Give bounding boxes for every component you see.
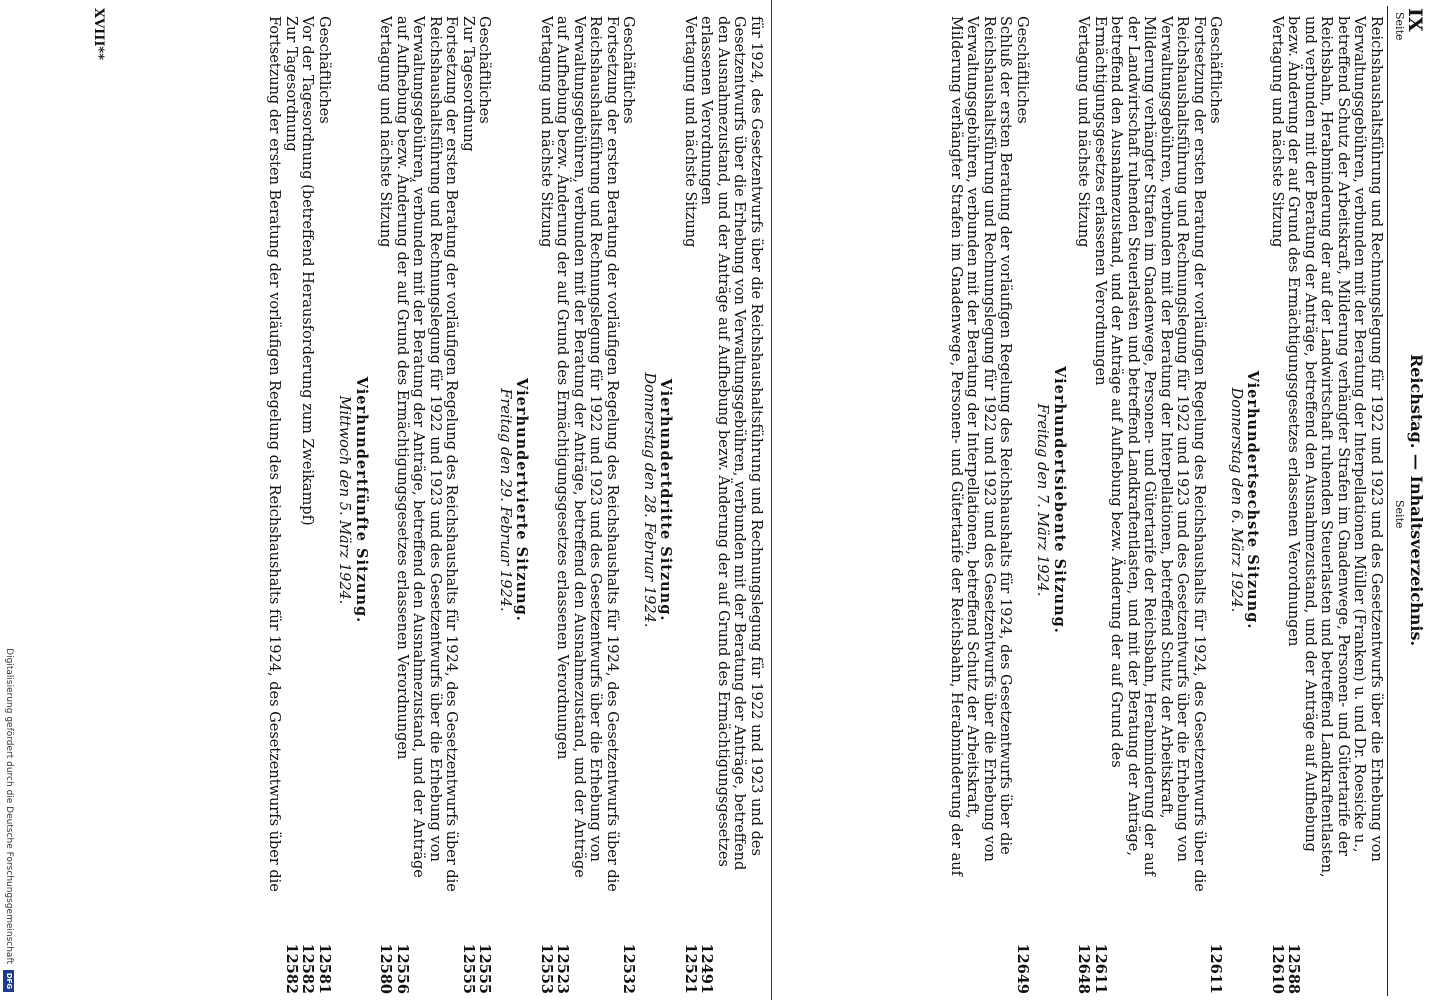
- toc-entry: Geschäftliches 12649: [1014, 16, 1031, 994]
- toc-entry: Vertagung und nächste Sitzung 12648: [1075, 16, 1093, 994]
- toc-entry: Geschäftliches 12532: [620, 16, 638, 994]
- column-1: [780, 6, 1384, 994]
- section-title: Vierhundertfünfte Sitzung.: [353, 376, 370, 624]
- section-date: Donnerstag den 6. März 1924.: [1228, 387, 1244, 613]
- toc-entry: Geschäftliches 12555: [476, 16, 494, 994]
- signature-mark: XVIII**: [91, 8, 106, 61]
- section-date: Freitag den 7. März 1924.: [1034, 403, 1051, 597]
- section-date: Freitag den 29. Februar 1924.: [497, 388, 513, 612]
- column-divider: [771, 0, 772, 1000]
- toc-entry: Vertagung und nächste Sitzung 12610: [1269, 16, 1286, 994]
- toc-entry: Zur Tagesordnung 12582: [283, 16, 300, 994]
- section-title: Vierhundertdritte Sitzung.: [657, 378, 675, 622]
- page-number: IX: [1404, 8, 1426, 32]
- section-date: Mittwoch den 5. März 1924.: [336, 395, 353, 605]
- toc-entry: Fortsetzung der ersten Beratung der vorläufigen Regelung des Reichshaushalts für 1924, des Gesetzentwurfs über die Reichshaushaltsführung und Rechnungslegung für 1922 und 1923 und des Gesetzentwurfs über die Erhebung von Verwaltungsgebühren, verbunden mit der Beratung der Anträge, betreffend den Ausnahmezustand, und der Anträge auf Aufhebung bezw. Änderung der auf Grund des Ermächtigungsgesetzes erlassenen Verordnungen 12523: [554, 16, 620, 994]
- section-date: Donnerstag den 28. Februar 1924.: [641, 372, 657, 628]
- toc-entry: Vertagung und nächste Sitzung 12553: [538, 16, 555, 994]
- toc-entry: Fortsetzung der ersten Beratung der vorläufigen Regelung des Reichshaushalts für 1924, des Gesetzentwurfs über die Reichshaushaltsführung und Rechnungslegung für 1922 und 1923 und des Gesetzentwurfs über die Erhebung von Verwaltungsgebühren, verbunden mit der Beratung der Interpellationen, betreffend Schutz der Arbeitskraft, Milderung verhängter Strafen im Gnadenwege, Personen- und Gütertarife der Reichsbahn, Herabminderung der auf der Landwirtschaft ruhenden Steuerlasten und betreffend Landkraftentlasten, und mit der Beratung der Anträge, betreffend den Ausnahmezustand, und der Anträge auf Aufhebung bezw. Änderung der auf Grund des Ermächtigungsgesetzes erlassenen Verordnungen 12611: [1092, 16, 1207, 994]
- toc-entry: Fortsetzung der ersten Beratung der vorläufigen Regelung des Reichshaushalts für 1924, des Gesetzentwurfs über die: [266, 16, 283, 892]
- toc-entry: Geschäftliches 12581: [316, 16, 333, 994]
- dfg-logo-icon: DFG: [3, 970, 14, 992]
- seite-label-left: Seite: [1393, 12, 1406, 41]
- toc-entry: für 1924, des Gesetzentwurfs über die Reichshaushaltsführung und Rechnungslegung für 1922 und 1923 und des Gesetzentwurfs über die Erhebung von Verwaltungsgebühren, verbunden mit der Beratung der Anträge, betreffend den Ausnahmezustand, und der Anträge auf Aufhebung bezw. Änderung der auf Grund des Ermächtigungsgesetzes erlassenen Verordnungen 12491: [698, 16, 764, 994]
- seite-label-right: Seite: [1393, 500, 1406, 529]
- toc-entry: Vertagung und nächste Sitzung 12521: [682, 16, 699, 994]
- toc-entry: Zur Tagesordnung 12555: [460, 16, 477, 994]
- toc-entry: Fortsetzung der ersten Beratung der vorläufigen Regelung des Reichshaushalts für 1924, des Gesetzentwurfs über die Reichshaushaltsführung und Rechnungslegung für 1922 und 1923 und des Gesetzentwurfs über die Erhebung von Verwaltungsgebühren, verbunden mit der Beratung der Anträge, betreffend den Ausnahmezustand, und der Anträge auf Aufhebung bezw. Änderung der auf Grund des Ermächtigungsgesetzes erlassenen Verordnungen 12556: [394, 16, 460, 994]
- toc-entry: Reichshaushaltsführung und Rechnungslegung für 1922 und 1923 und des Gesetzentwurfs über die Erhebung von Verwaltungsgebühren, verbunden mit der Beratung der Interpellationen Müller (Franken) u. und Dr. Roesicke u., betreffend Schutz der Arbeitskraft, Milderung verhängter Strafen im Gnadenwege, Personen- und Gütertarife der Reichsbahn, Herabminderung der auf der Landwirtschaft ruhenden Steuerlasten und betreffend Landkraftentlasten, und verbunden mit der Beratung der Anträge, betreffend den Ausnahmezustand, und der Anträge auf Aufhebung bezw. Änderung der auf Grund des Ermächtigungsgesetzes erlassenen Verordnungen 12588: [1285, 16, 1384, 994]
- header-rule: [1387, 6, 1388, 996]
- toc-entry: Geschäftliches 12611: [1207, 16, 1225, 994]
- credit-text: Digitalisierung gefördert durch die Deutsche Forschungsgemeinschaft: [4, 648, 14, 964]
- column-2: [164, 6, 764, 994]
- section-title: Vierhundertvierte Sitzung.: [513, 378, 531, 622]
- toc-entry: Schluß der ersten Beratung der vorläufigen Regelung des Reichshaushalts für 1924, des Gesetzentwurfs über die Reichshaushaltsführung und Rechnungslegung für 1922 und 1923 und des Gesetzentwurfs über die Erhebung von Verwaltungsgebühren, verbunden mit der Beratung der Interpellationen, betreffend Schutz der Arbeitskraft, Milderung verhängter Strafen im Gnadenwege, Personen- und Gütertarife der Reichsbahn, Herabminderung der auf: [948, 16, 1014, 876]
- toc-entry: Vor der Tagesordnung (betreffend Herausforderung zum Zweikampf) 12582: [299, 16, 317, 994]
- page-title: Reichstag. — Inhaltsverzeichnis.: [1407, 353, 1426, 647]
- toc-entry: Vertagung und nächste Sitzung 12580: [377, 16, 395, 994]
- digitization-credit: [0, 0, 16, 1000]
- section-title: Vierhundertsiebente Sitzung.: [1051, 366, 1068, 634]
- section-title: Vierhundertsechste Sitzung.: [1244, 370, 1262, 630]
